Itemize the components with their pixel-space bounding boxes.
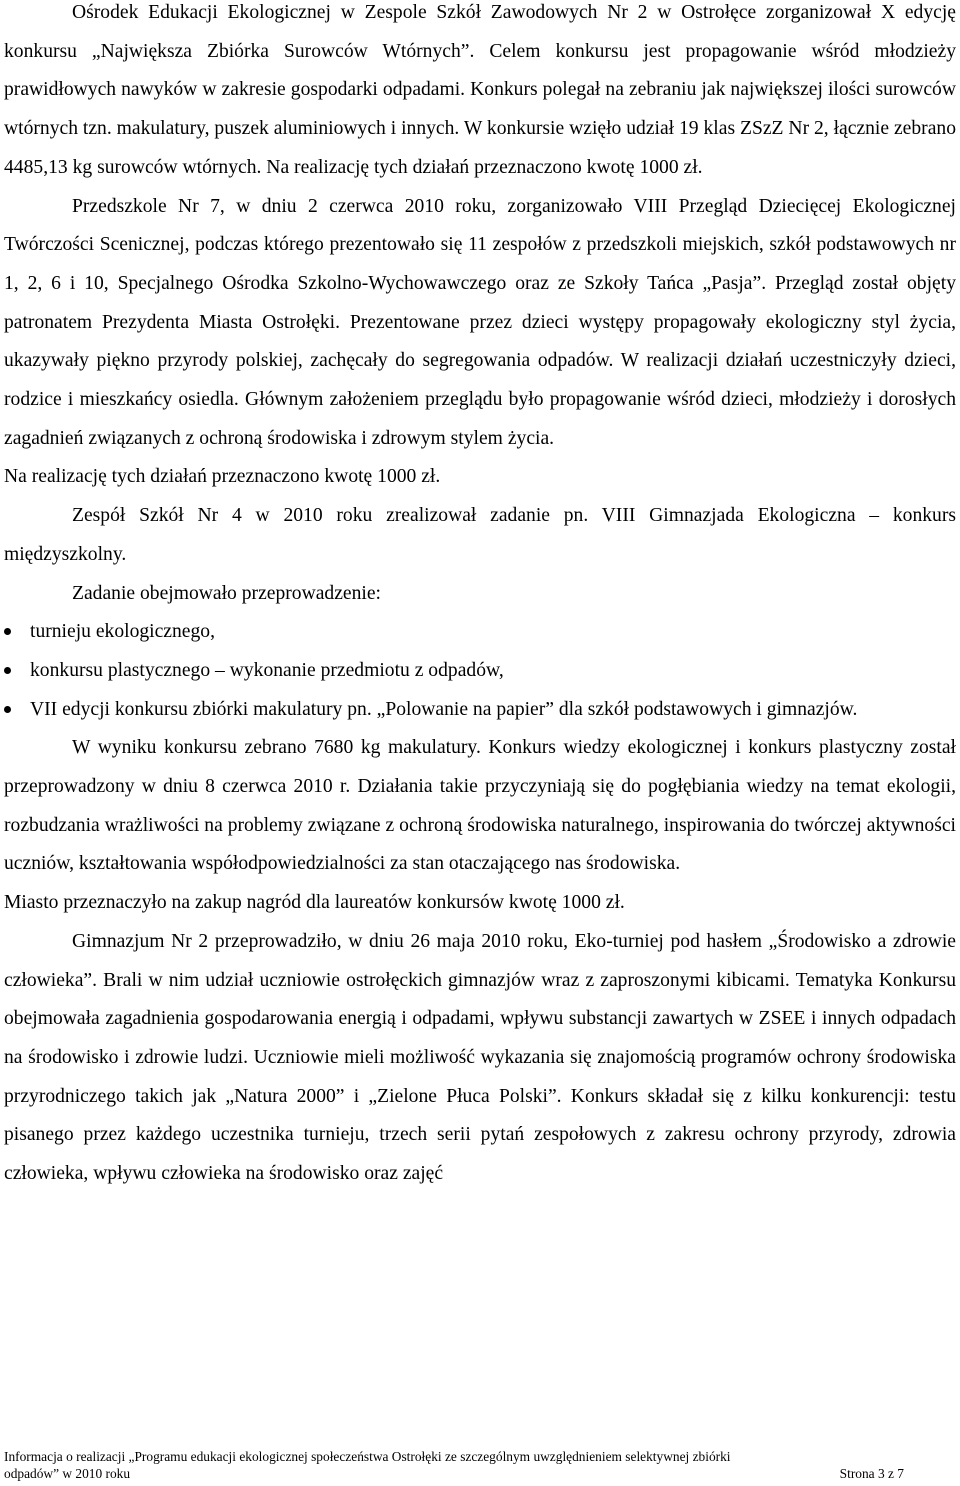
footer-title-line: Informacja o realizacji „Programu edukacji ekologicznej społeczeństwa Ostrołęki ze szczególnym uwzględnieniem selektywnej zbiórki [4,1449,731,1464]
bullet-icon [4,628,11,635]
page-number: Strona 3 z 7 [839,1466,904,1481]
paragraph-preschool-review: Przedszkole Nr 7, w dniu 2 czerwca 2010 roku, zorganizowało VIII Przegląd Dziecięcej Ekologicznej Twórczości Scenicznej, podczas którego prezentowało się 11 zespołów z przedszkoli miejskich, szkół podstawowych nr 1, 2, 6 i 10, Specjalnego Ośrodka Szkolno-Wychowawczego oraz ze Szkoły Tańca „Pasja”. Przegląd został objęty patronatem Prezydenta Miasta Ostrołęki. Prezentowane przez dzieci występy propagowały ekologiczny styl życia, ukazywały piękno przyrody polskiej, zachęcały do segregowania odpadów. W realizacji działań uczestniczyły dzieci, rodzice i mieszkańcy osiedla. Głównym założeniem przeglądu było propagowanie wśród dzieci, młodzieży i dorosłych zagadnień związanych z ochroną środowiska i zdrowym stylem życia. [4,195,956,449]
body-text [4,0,956,1194]
paragraph-eco-tournament: Gimnazjum Nr 2 przeprowadziło, w dniu 26 maja 2010 roku, Eko-turniej pod hasłem „Środowisko a zdrowie człowieka”. Brali w nim udział uczniowie ostrołęckich gimnazjów wraz z zaproszonymi kibicami. Tematyka Konkursu obejmowała zagadnienia gospodarowania energią i odpadami, wpływu substancji zawartych w ZSEE i innych odpadach na środowisko i zdrowie ludzi. Uczniowie mieli możliwość wykazania się znajomością programów ochrony środowiska przyrodniczego takich jak „Natura 2000” i „Zielone Płuca Polski”. Konkurs składał się z kilku konkurencji: testu pisanego przez każdego uczestnika turnieju, trzech serii pytań zespołowych z zakresu ochrony przyrody, zdrowia człowieka, wpływu człowieka na środowisko oraz zajęć [4,930,956,1185]
list-item: konkursu plastycznego – wykonanie przedmiotu z odpadów, [4,652,956,691]
list-item: VII edycji konkursu zbiórki makulatury pn. „Polowanie na papier” dla szkół podstawowych i gimnazjów. [4,691,956,730]
paragraph-contest-results: W wyniku konkursu zebrano 7680 kg makulatury. Konkurs wiedzy ekologicznej i konkurs plastyczny został przeprowadzony w dniu 8 czerwca 2010 r. Działania takie przyczyniają się do pogłębiania wiedzy na temat ekologii, rozbudzania wrażliwości na problemy związane z ochroną środowiska naturalnego, inspirowania do twórczej aktywności uczniów, kształtowania współodpowiedzialności za stan otaczającego nas środowiska. [4,737,956,875]
page-footer [4,1448,904,1482]
footer-year: odpadów” w 2010 roku [4,1466,131,1481]
paragraph-waste-collection-contest: Ośrodek Edukacji Ekologicznej w Zespole Szkół Zawodowych Nr 2 w Ostrołęce zorganizował X edycję konkursu „Największa Zbiórka Surowców Wtórnych”. Celem konkursu jest propagowanie wśród młodzieży prawidłowych nawyków w zakresie gospodarki odpadami. Konkurs polegał na zebraniu jak największej ilości surowców wtórnych tzn. makulatury, puszek aluminiowych i innych. W konkursie wzięło udział 19 klas ZSzZ Nr 2, łącznie zebrano 4485,13 kg surowców wtórnych. Na realizację tych działań przeznaczono kwotę 1000 zł. [4,2,956,178]
paragraph-city-funding: Miasto przeznaczyło na zakup nagród dla laureatów konkursów kwotę 1000 zł. [4,892,625,914]
bullet-icon [4,667,11,674]
paragraph-preschool-funding: Na realizację tych działań przeznaczono kwotę 1000 zł. [4,466,441,488]
task-list [4,613,956,729]
paragraph-gimnazjada: Zespół Szkół Nr 4 w 2010 roku zrealizował zadanie pn. VIII Gimnazjada Ekologiczna – konkurs międzyszkolny. [4,505,956,565]
list-item: turnieju ekologicznego, [4,613,956,652]
paragraph-task-intro: Zadanie obejmowało przeprowadzenie: [72,582,382,604]
bullet-icon [4,706,11,713]
